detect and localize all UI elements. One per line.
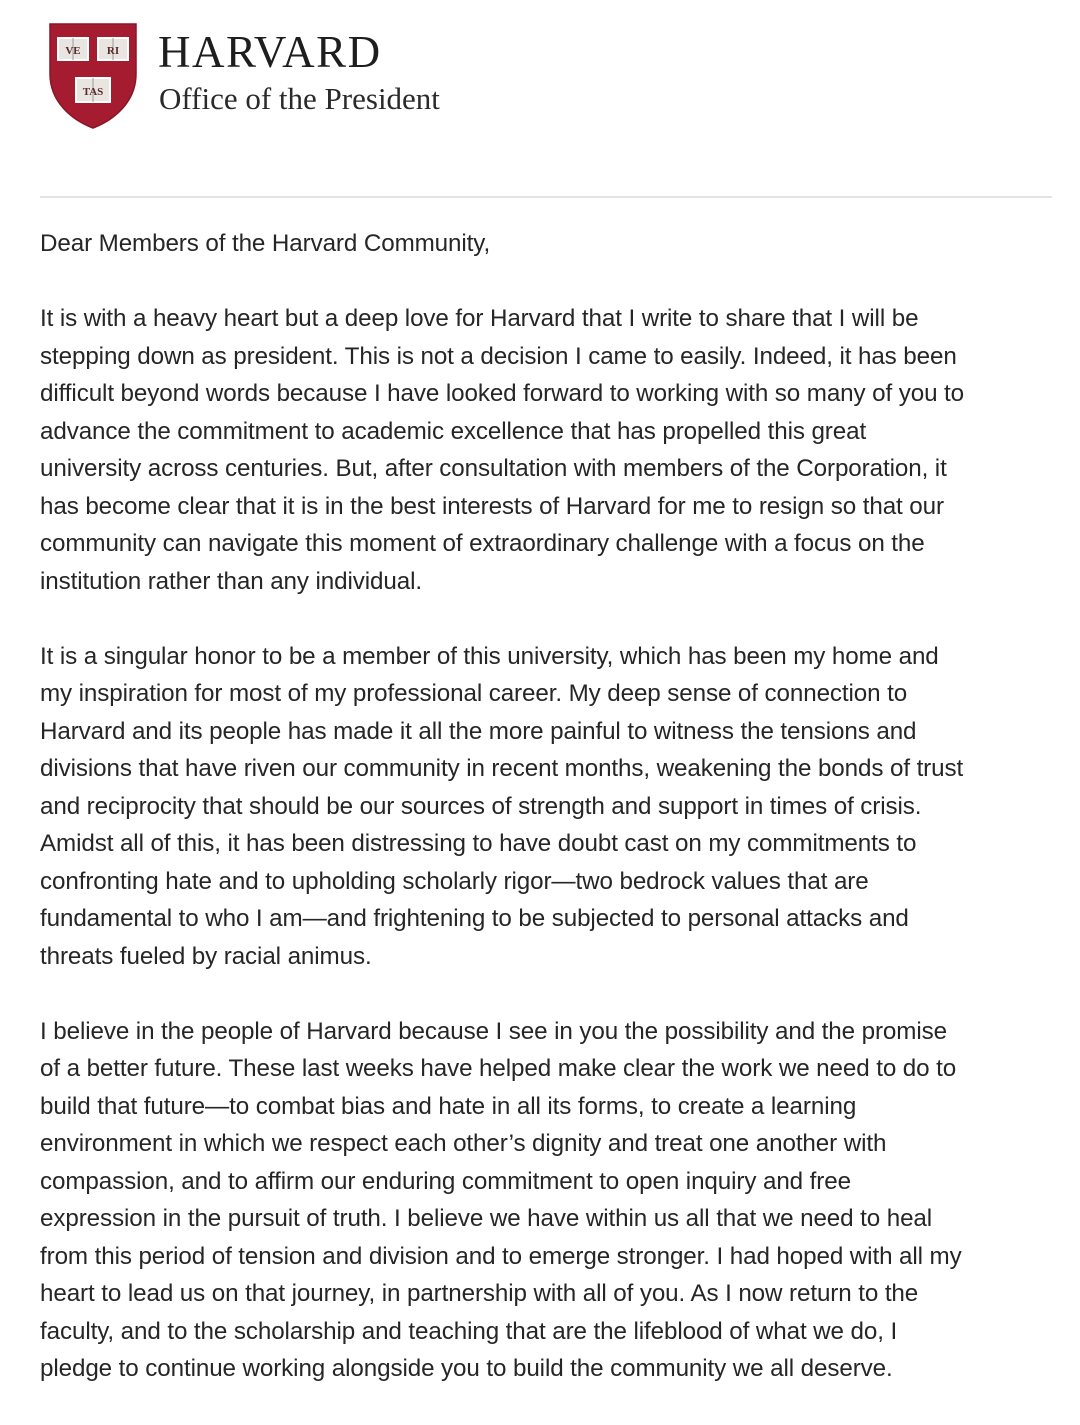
book-tas xyxy=(76,78,110,102)
paragraph-1 xyxy=(40,300,1060,600)
paragraph-line: Harvard and its people has made it all the more painful to witness the tensions and xyxy=(40,717,917,745)
office-name: Office of the President xyxy=(159,81,440,116)
paragraph-line: institution rather than any individual. xyxy=(40,567,422,595)
paragraph-line: from this period of tension and division and to emerge stronger. I had hoped with all my xyxy=(40,1242,962,1270)
shield-word-ve: VE xyxy=(65,45,81,57)
header-divider xyxy=(40,196,1052,198)
paragraph-line: advance the commitment to academic excellence that has propelled this great xyxy=(40,417,867,445)
paragraph-line: has become clear that it is in the best interests of Harvard for me to resign so that our xyxy=(40,492,944,520)
paragraph-line: divisions that have riven our community in recent months, weakening the bonds of trust xyxy=(40,755,964,782)
paragraph-line: and reciprocity that should be our sources of strength and support in times of crisis. xyxy=(40,792,922,820)
paragraph-line: community can navigate this moment of extraordinary challenge with a focus on the xyxy=(40,530,925,557)
paragraph-line: difficult beyond words because I have looked forward to working with so many of you to xyxy=(40,380,965,407)
paragraph-line: expression in the pursuit of truth. I believe we have within us all that we need to heal xyxy=(40,1205,933,1232)
book-ri xyxy=(98,38,128,60)
paragraph-line: faculty, and to the scholarship and teaching that are the lifeblood of what we do, I xyxy=(40,1317,898,1345)
shield-word-ri: RI xyxy=(106,45,120,57)
paragraph-line: my inspiration for most of my professional career. My deep sense of connection to xyxy=(40,680,908,707)
salutation xyxy=(40,225,1060,263)
paragraph-line: pledge to continue working alongside you to build the community we all deserve. xyxy=(40,1355,893,1382)
paragraph-line: university across centuries. But, after consultation with members of the Corporation, it xyxy=(40,455,947,482)
org-name: HARVARD xyxy=(158,27,382,77)
paragraph-line: It is a singular honor to be a member of this university, which has been my home and xyxy=(40,642,939,670)
letterhead xyxy=(0,0,1080,160)
paragraph-line: compassion, and to affirm our enduring commitment to open inquiry and free xyxy=(40,1167,851,1195)
paragraph-line: stepping down as president. This is not a decision I came to easily. Indeed, it has been xyxy=(40,342,957,370)
paragraph-line: threats fueled by racial animus. xyxy=(40,942,372,970)
letter-body xyxy=(40,225,1060,1425)
paragraph-line: Amidst all of this, it has been distressing to have doubt cast on my commitments to xyxy=(40,830,917,857)
paragraph-line: of a better future. These last weeks have helped make clear the work we need to do to xyxy=(40,1055,957,1082)
paragraph-2 xyxy=(40,638,1060,976)
paragraph-line: heart to lead us on that journey, in partnership with all of you. As I now return to the xyxy=(40,1280,919,1307)
paragraph-line: environment in which we respect each other’s dignity and treat one another with xyxy=(40,1130,887,1157)
paragraph-line: fundamental to who I am—and frightening to be subjected to personal attacks and xyxy=(40,905,909,932)
paragraph-line: confronting hate and to upholding scholarly rigor—two bedrock values that are xyxy=(40,867,869,895)
salutation-text: Dear Members of the Harvard Community, xyxy=(40,230,491,257)
shield-word-tas: TAS xyxy=(82,86,104,98)
paragraph-line: It is with a heavy heart but a deep love for Harvard that I write to share that I will be xyxy=(40,305,919,332)
paragraph-line: I believe in the people of Harvard because I see in you the possibility and the promise xyxy=(40,1017,947,1045)
book-ve xyxy=(58,38,88,60)
paragraph-line: build that future—to combat bias and hate in all its forms, to create a learning xyxy=(40,1092,857,1120)
paragraph-3 xyxy=(40,1013,1060,1388)
harvard-shield-icon xyxy=(48,22,138,130)
